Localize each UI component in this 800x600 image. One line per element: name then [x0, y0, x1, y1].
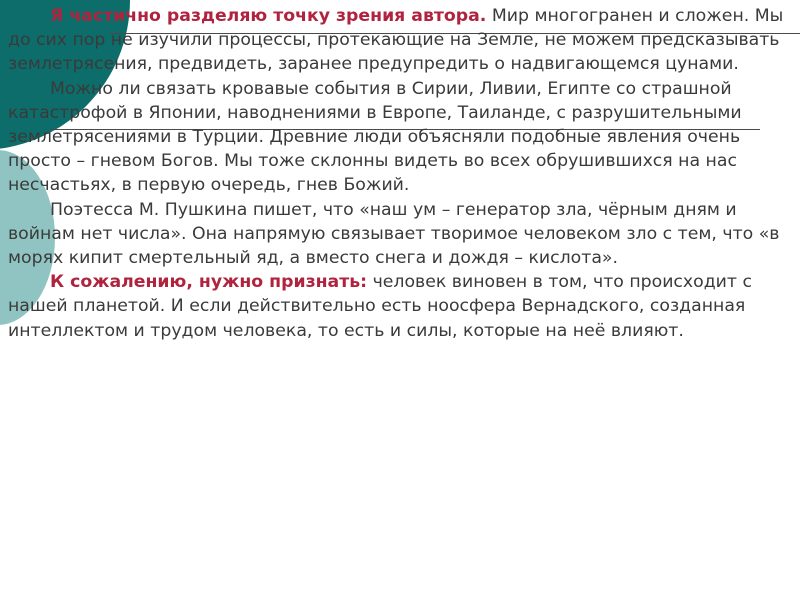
- paragraph-body: Мир многогранен и сложен. Мы до сих пор не изучили процессы, протекающие на Земле, не можем предсказывать землетрясения, предвидеть, заранее предупредить о надвигающемся цунами.: [8, 6, 784, 75]
- paragraph-poet-quote: [8, 198, 790, 271]
- paragraph-author-view: [8, 4, 790, 77]
- paragraph-lead: К сожалению, нужно признать:: [50, 272, 368, 293]
- paragraph-conclusion: [8, 270, 790, 343]
- paragraph-disasters: [8, 77, 790, 198]
- paragraph-body: человек виновен в том, что происходит с нашей планетой. И если действительно есть ноосфера Вернадского, созданная интеллектом и трудом человека, то есть и силы, которые на неё влияют.: [8, 272, 752, 341]
- slide-text: [8, 4, 790, 343]
- paragraph-lead: Я частично разделяю точку зрения автора.: [50, 6, 487, 26]
- paragraph-body: Можно ли связать кровавые события в Сирии, Ливии, Египте со страшной катастрофой в Японии, наводнениями в Европе, Таиланде, с разрушительными землетрясениями в Турции. Древние люди объясняли подобные явления очень просто – гневом Богов. Мы тоже склонны видеть во всех обрушившихся на нас несчастьях, в первую очередь, гнев Божий.: [8, 78, 742, 196]
- paragraph-body: Поэтесса М. Пушкина пишет, что «наш ум – генератор зла, чёрным дням и войнам нет числа». Она напрямую связывает творимое человеком зло с тем, что «в морях кипит смертельный яд, а вместо снега и дождя – кислота».: [8, 199, 780, 269]
